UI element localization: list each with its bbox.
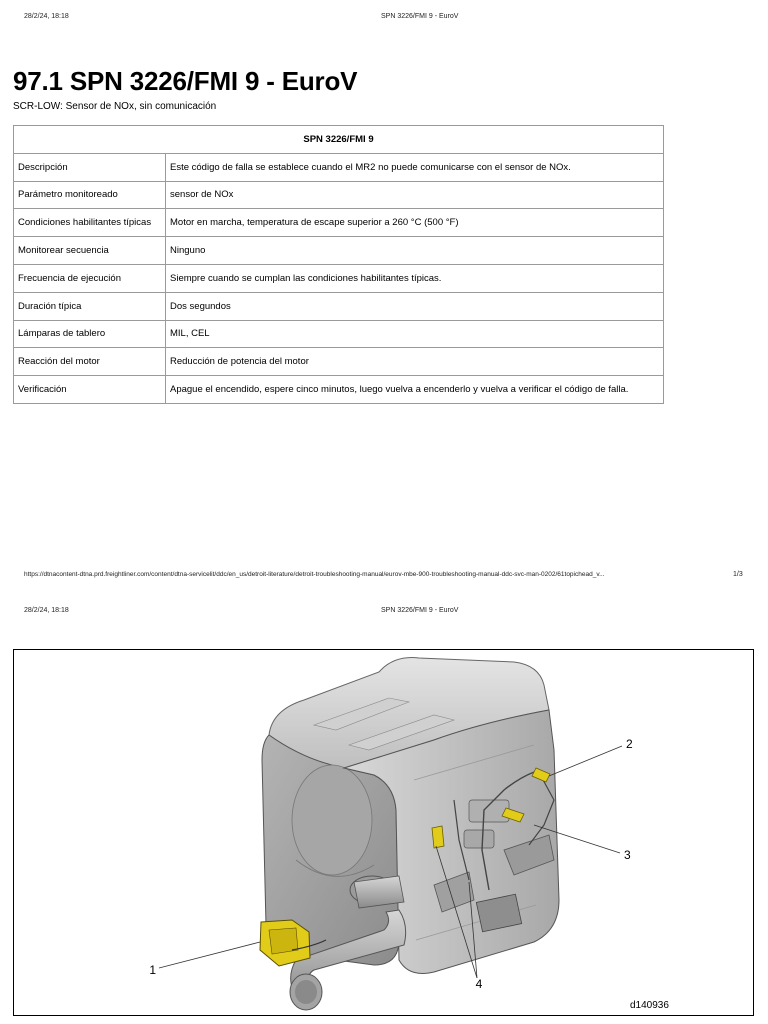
spn-spec-table [13,125,664,404]
page2-header-datetime: 28/2/24, 18:18 [24,607,69,614]
table-row [14,376,664,404]
callout-4: 4 [475,977,483,991]
page-header-title: SPN 3226/FMI 9 - EuroV [381,13,459,20]
row-value: Reducción de potencia del motor [166,348,664,376]
page-title: 97.1 SPN 3226/FMI 9 - EuroV [13,66,358,96]
row-label: Monitorear secuencia [14,237,166,265]
table-row [14,264,664,292]
nox-sensor-figure [13,649,754,1016]
row-label: Verificación [14,376,166,404]
row-label: Parámetro monitoreado [14,181,166,209]
row-value: MIL, CEL [166,320,664,348]
table-header: SPN 3226/FMI 9 [14,126,664,154]
row-label: Condiciones habilitantes típicas [14,209,166,237]
footer-page-number: 1/3 [733,571,743,578]
page-header-datetime: 28/2/24, 18:18 [24,13,69,20]
callout-3: 3 [624,848,631,862]
table-row [14,153,664,181]
row-value: Motor en marcha, temperatura de escape superior a 260 °C (500 °F) [166,209,664,237]
table-row [14,209,664,237]
row-label: Frecuencia de ejecución [14,264,166,292]
figure-id: d140936 [630,1000,669,1011]
row-label: Duración típica [14,292,166,320]
table-row [14,237,664,265]
row-value: sensor de NOx [166,181,664,209]
row-value: Este código de falla se establece cuando el MR2 no puede comunicarse con el sensor de NOx. [166,153,664,181]
row-value: Siempre cuando se cumplan las condiciones habilitantes típicas. [166,264,664,292]
aftertreatment-device-illustration [14,650,755,1017]
row-value: Ninguno [166,237,664,265]
row-label: Lámparas de tablero [14,320,166,348]
callout-1: 1 [149,963,156,977]
table-row [14,348,664,376]
callout-2: 2 [626,737,633,751]
table-row [14,181,664,209]
row-label: Descripción [14,153,166,181]
table-row [14,292,664,320]
footer-url: https://dtnacontent-dtna.prd.freightliner.com/content/dtna-servicelit/ddc/en_us/detroit-literature/detroit-troubleshooting-manual/eurov-mbe-900-troubleshooting-manual-ddc-svc-man-0202/61topichead_v... [24,571,605,578]
page-subtitle: SCR-LOW: Sensor de NOx, sin comunicación [13,101,217,112]
table-row [14,320,664,348]
page2-header-title: SPN 3226/FMI 9 - EuroV [381,607,459,614]
row-label: Reacción del motor [14,348,166,376]
row-value: Dos segundos [166,292,664,320]
row-value: Apague el encendido, espere cinco minutos, luego vuelva a encenderlo y vuelva a verificar el código de falla. [166,376,664,404]
